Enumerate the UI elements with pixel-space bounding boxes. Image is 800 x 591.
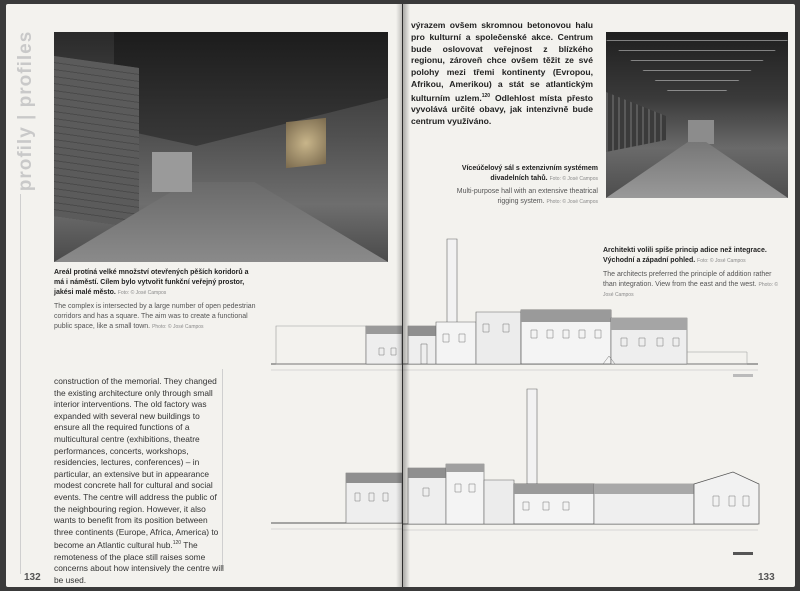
photo-rigging-lights: [606, 40, 788, 100]
page-number-right: 133: [758, 572, 775, 583]
photo-lit-panel: [286, 118, 326, 168]
photo-caption-en: The complex is intersected by a large number of open pedestrian corridors and has a square. The aim was to create a functional public space, like a small town. Photo: © José Campos: [54, 303, 256, 330]
elevation-east-left: [271, 459, 402, 539]
hall-caption-cz: Víceúčelový sál s extenzivním systémem divadelních tahů. Foto: © José Campos: [461, 165, 598, 182]
elevation-west-left: [271, 304, 402, 379]
photo-stone-wall: [54, 56, 139, 228]
photo-caption-cz: Areál protíná velké množství otevřených pěších koridorů a má i náměstí. Cílem bylo vytvořit funkční veřejný prostor, jakési malé město. Foto: © José Campos: [54, 269, 249, 296]
elevation-east-drawing: [403, 384, 763, 574]
left-page: [6, 4, 402, 587]
right-page: [403, 4, 795, 587]
hall-caption-en: Multi-purpose hall with an extensive theatrical rigging system. Photo: © José Campos: [456, 188, 598, 205]
margin-rule: [20, 194, 21, 574]
photo-end-wall: [688, 120, 714, 144]
photo-opening: [152, 152, 192, 192]
hall-photo: [606, 32, 788, 198]
body-text-cz: výrazem ovšem skromnou betonovou halu pro kulturní a společenské akce. Centrum bude oslovovat veřejnost z blízkého regionu, zároveň chce ovšem těžit ze své polohy mezi třemi kontinenty (Evropou, Afrikou, Amerikou) a stát se atlantickým kulturním uzlem.$^{120}$ Odlehlost místa přesto vyvolává určité obavy, jak intenzivně bude centrum využíváno.: [411, 20, 593, 127]
section-title: profily | profiles: [15, 30, 36, 192]
photo-hall-floor: [606, 142, 788, 198]
body-text-en: construction of the memorial. They changed the existing architecture only through small interior interventions. The old factory was expanded with several new buildings to ensure all the required functions of a multicultural centre (exhibitions, theatre performances, concerts, workshops, residencies, lectures, conferences) – in particular, an extensive but in appearance modest concrete hall for cultural and social events. The centre will address the public of the neighbouring region. However, it also wants to benefit from its position between three continents (Europe, Africa, America) to become an Atlantic cultural hub.$^{120}$ The remoteness of the place still raises some concerns about how intensively the centre will be used.: [54, 376, 224, 585]
elevation-caption-cz: Architekti volili spíše princip adice než integrace. Východní a západní pohled. Foto: © José Campos: [603, 247, 767, 264]
elevation-west-drawing: [403, 234, 763, 384]
photo-side-wall: [606, 92, 666, 152]
page-number-left: 132: [24, 572, 41, 583]
photo-ceiling: [114, 32, 388, 152]
book-gutter: [396, 4, 410, 587]
elevation-caption-en: The architects preferred the principle of addition rather than integration. View from the east and the west. Photo: © José Campos: [603, 271, 779, 298]
corridor-photo: [54, 32, 388, 262]
